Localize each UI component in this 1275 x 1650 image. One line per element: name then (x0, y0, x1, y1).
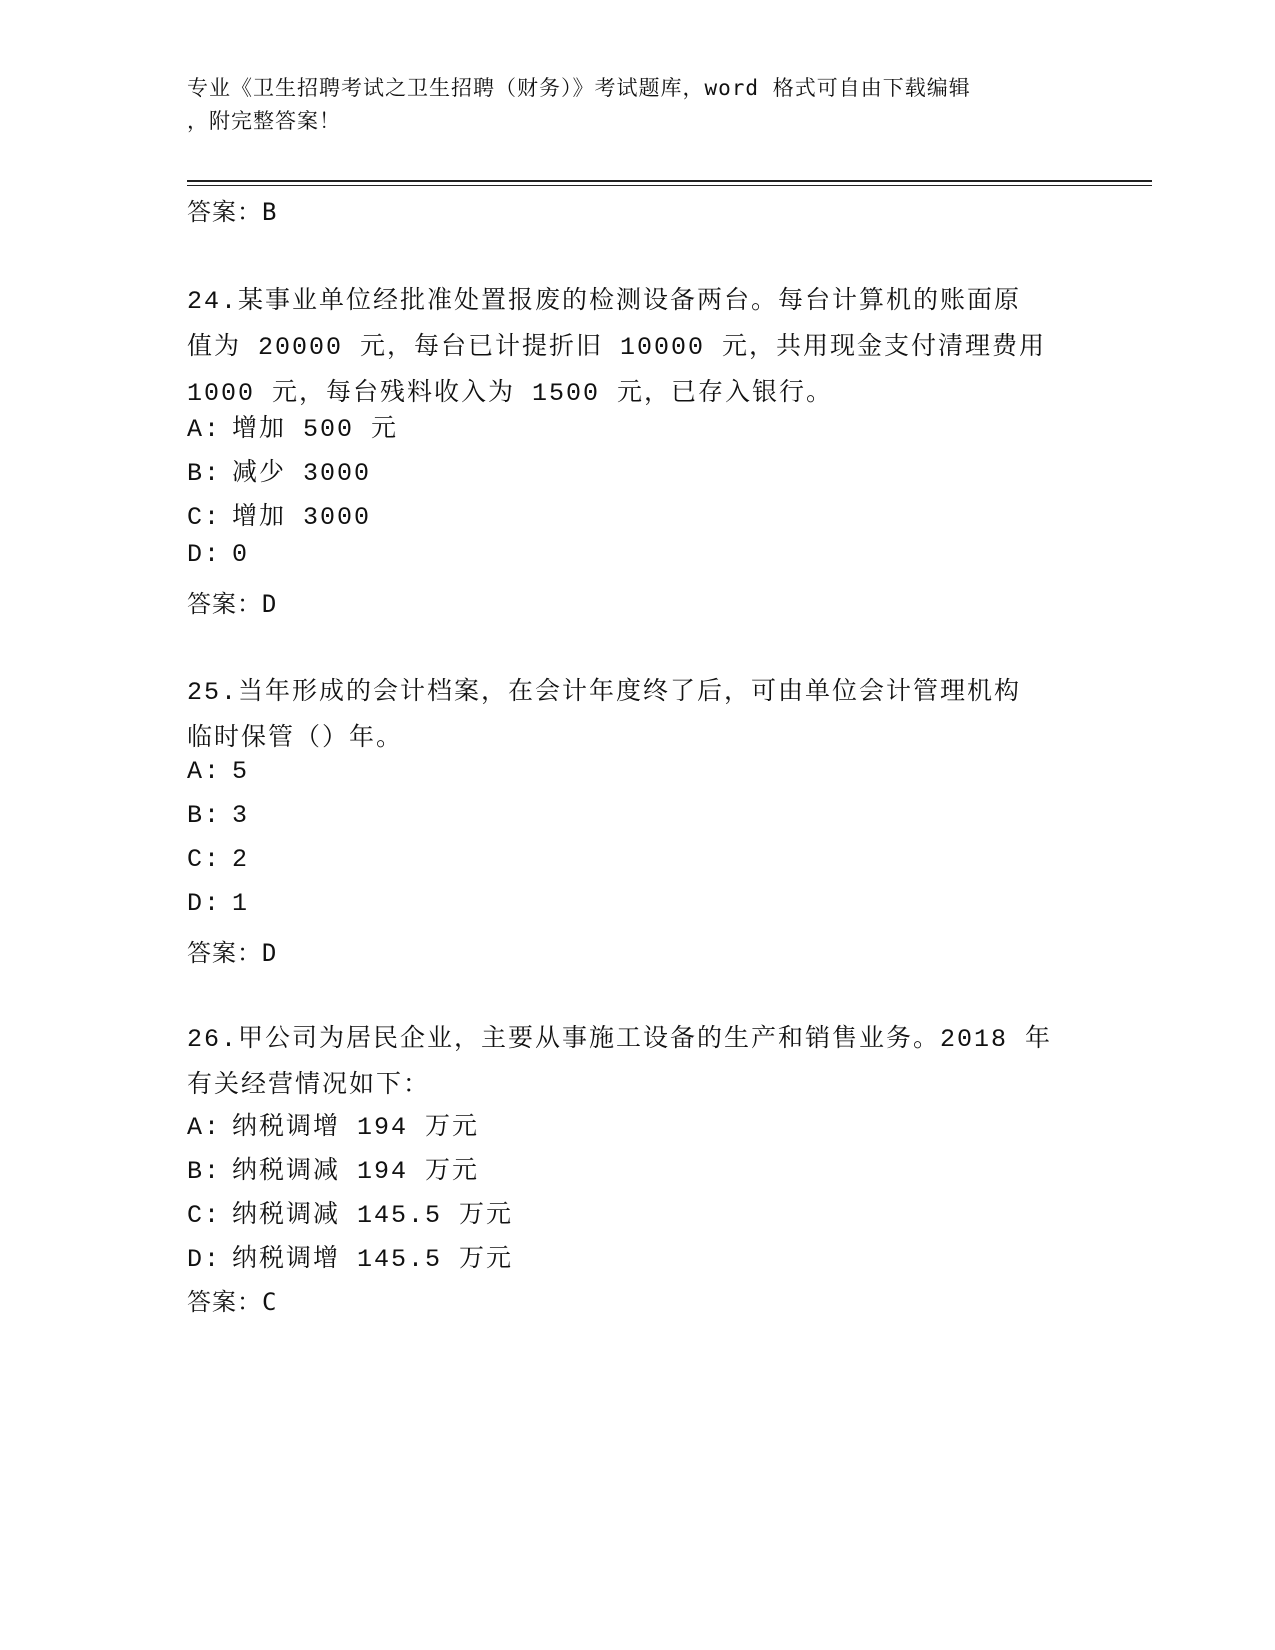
option-text: 纳税调减 145.5 万元 (232, 1201, 514, 1230)
option-label: A: (187, 415, 222, 444)
question-line: 值为 20000 元，每台已计提折旧 10000 元，共用现金支付清理费用 (187, 333, 1047, 362)
option-label: A: (187, 1113, 222, 1142)
option-text: 纳税调增 194 万元 (232, 1113, 480, 1142)
question-line: 26.甲公司为居民企业，主要从事施工设备的生产和销售业务。2018 年 (187, 1025, 1053, 1054)
question-25-text (187, 670, 1107, 762)
option-label: A: (187, 757, 222, 786)
question-25-answer: 答案：D (187, 939, 278, 967)
question-24-option-c (187, 496, 371, 532)
question-line: 24.某事业单位经批准处置报废的检测设备两台。每台计算机的账面原 (187, 287, 1022, 316)
option-label: B: (187, 801, 222, 830)
question-26-option-c (187, 1194, 513, 1230)
option-label: C: (187, 1201, 222, 1230)
option-text: 减少 3000 (232, 459, 372, 488)
option-label: D: (187, 1245, 222, 1274)
question-26-option-b (187, 1150, 479, 1186)
question-24-option-a (187, 408, 398, 444)
question-26-option-a (187, 1106, 479, 1142)
header-line-1: 专业《卫生招聘考试之卫生招聘（财务）》考试题库，word 格式可自由下载编辑 (187, 76, 971, 100)
option-label: B: (187, 459, 222, 488)
question-line: 临时保管（）年。 (187, 724, 404, 753)
header-divider (187, 180, 1152, 182)
option-label: C: (187, 503, 222, 532)
question-24-option-b (187, 452, 371, 488)
option-text: 5 (232, 757, 250, 786)
option-text: 纳税调减 194 万元 (232, 1157, 480, 1186)
option-label: D: (187, 540, 222, 569)
option-text: 增加 3000 (232, 503, 372, 532)
question-line: 有关经营情况如下： (187, 1071, 431, 1100)
question-26-text (187, 1017, 1107, 1109)
header-line-2: ，附完整答案！ (187, 109, 341, 133)
option-label: C: (187, 845, 222, 874)
header-divider-thin (187, 185, 1152, 186)
question-26-answer: 答案：C (187, 1288, 278, 1316)
option-text: 3 (232, 801, 250, 830)
option-text: 1 (232, 889, 250, 918)
question-25-option-c (187, 845, 249, 874)
question-25-option-b (187, 801, 249, 830)
previous-answer: 答案：B (187, 198, 278, 226)
question-line: 25.当年形成的会计档案，在会计年度终了后，可由单位会计管理机构 (187, 678, 1022, 707)
question-24-option-d (187, 540, 249, 569)
question-25-option-a (187, 757, 249, 786)
option-text: 增加 500 元 (232, 415, 399, 444)
option-label: D: (187, 889, 222, 918)
question-line: 1000 元，每台残料收入为 1500 元，已存入银行。 (187, 379, 834, 408)
question-24-answer: 答案：D (187, 590, 278, 618)
question-25-option-d (187, 889, 249, 918)
question-24-text (187, 279, 1107, 417)
option-text: 2 (232, 845, 250, 874)
document-header (187, 72, 1087, 138)
question-26-option-d (187, 1238, 513, 1274)
option-text: 纳税调增 145.5 万元 (232, 1245, 514, 1274)
option-label: B: (187, 1157, 222, 1186)
option-text: 0 (232, 540, 250, 569)
